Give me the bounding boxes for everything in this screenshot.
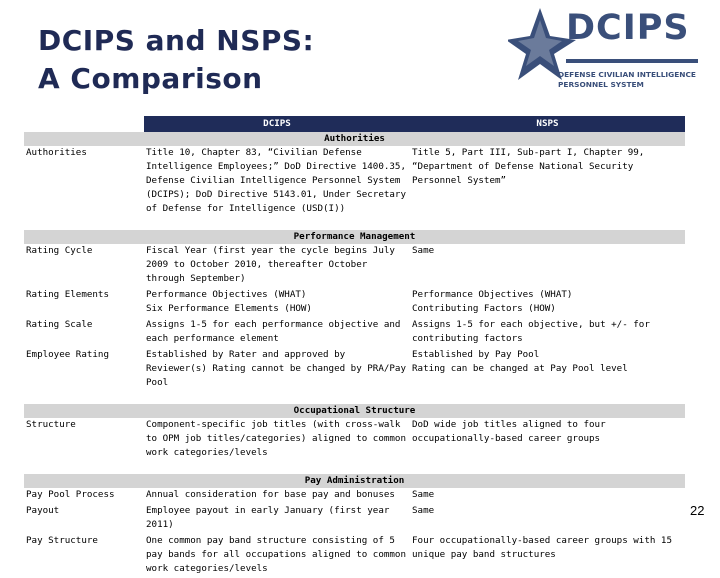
row-label: Rating Cycle — [26, 245, 93, 256]
nsps-cell: Established by Pay Pool Rating can be changed at Pay Pool level — [412, 349, 628, 374]
table-row — [24, 504, 685, 532]
section-heading: Authorities — [24, 132, 685, 146]
dcips-cell: Employee payout in early January (first year 2011) — [146, 505, 390, 530]
row-label: Pay Pool Process — [26, 489, 115, 500]
table-header-row — [24, 116, 685, 132]
dcips-cell: Title 10, Chapter 83, “Civilian Defense Intelligence Employees;” DoD Directive 1400.35, Defense Civilian Intelligence Personnel System (DCIPS); DoD Directive 5143.01, Under Secretary of Defense for Intelligence (USD(I)) — [146, 147, 406, 214]
section-heading: Performance Management — [24, 230, 685, 244]
section-heading: Pay Administration — [24, 474, 685, 488]
dcips-cell: Performance Objectives (WHAT) Six Performance Elements (HOW) — [146, 289, 312, 314]
dcips-cell: Component-specific job titles (with cross-walk to OPM job titles/categories) aligned to common work categories/levels — [146, 419, 406, 458]
section-heading: Occupational Structure — [24, 404, 685, 418]
section-heading-row — [24, 230, 685, 244]
row-label: Payout — [26, 505, 60, 516]
dcips-cell: Established by Rater and approved by Reviewer(s) Rating cannot be changed by PRA/Pay Pool — [146, 349, 406, 388]
table-row — [24, 244, 685, 286]
header-dcips: DCIPS — [144, 116, 410, 132]
nsps-cell: Performance Objectives (WHAT) Contributing Factors (HOW) — [412, 289, 573, 314]
logo-wordmark: DCIPS — [566, 8, 690, 48]
header-nsps: NSPS — [410, 116, 685, 132]
nsps-cell: Same — [412, 505, 435, 516]
page-title — [38, 22, 314, 98]
table-row — [24, 288, 685, 316]
section-heading-row — [24, 404, 685, 418]
table-row — [24, 534, 685, 576]
logo-underline — [566, 59, 698, 63]
section-gap — [24, 392, 685, 404]
table-row — [24, 488, 685, 502]
row-label: Rating Scale — [26, 319, 93, 330]
table-row — [24, 318, 685, 346]
dcips-logo — [508, 6, 708, 116]
row-label: Rating Elements — [26, 289, 109, 300]
section-heading-row — [24, 474, 685, 488]
section-gap — [24, 218, 685, 230]
header-blank — [24, 116, 144, 132]
logo-subtitle: DEFENSE CIVILIAN INTELLIGENCE PERSONNEL SYSTEM — [558, 70, 696, 89]
row-label: Authorities — [26, 147, 87, 158]
table-row — [24, 348, 685, 390]
title-line-1: DCIPS and NSPS: — [38, 24, 315, 57]
title-line-2: A Comparison — [38, 62, 263, 95]
nsps-cell: Same — [412, 489, 435, 500]
dcips-cell: Annual consideration for base pay and bonuses — [146, 489, 395, 500]
dcips-cell: Fiscal Year (first year the cycle begins July 2009 to October 2010, thereafter October through September) — [146, 245, 395, 284]
section-heading-row — [24, 132, 685, 146]
dcips-cell: One common pay band structure consisting of 5 pay bands for all occupations aligned to common work categories/levels — [146, 535, 406, 574]
dcips-cell: Assigns 1-5 for each performance objective and each performance element — [146, 319, 401, 344]
table-row — [24, 146, 685, 216]
nsps-cell: Title 5, Part III, Sub-part I, Chapter 99, “Department of Defense National Security Personnel System” — [412, 147, 645, 186]
comparison-table — [24, 116, 685, 578]
nsps-cell: DoD wide job titles aligned to four occupationally-based career groups — [412, 419, 606, 444]
section-gap — [24, 462, 685, 474]
page-number: 22 — [690, 503, 705, 518]
nsps-cell: Same — [412, 245, 435, 256]
nsps-cell: Four occupationally-based career groups with 15 unique pay band structures — [412, 535, 672, 560]
row-label: Pay Structure — [26, 535, 98, 546]
nsps-cell: Assigns 1-5 for each objective, but +/- for contributing factors — [412, 319, 650, 344]
row-label: Structure — [26, 419, 76, 430]
table-row — [24, 418, 685, 460]
row-label: Employee Rating — [26, 349, 109, 360]
